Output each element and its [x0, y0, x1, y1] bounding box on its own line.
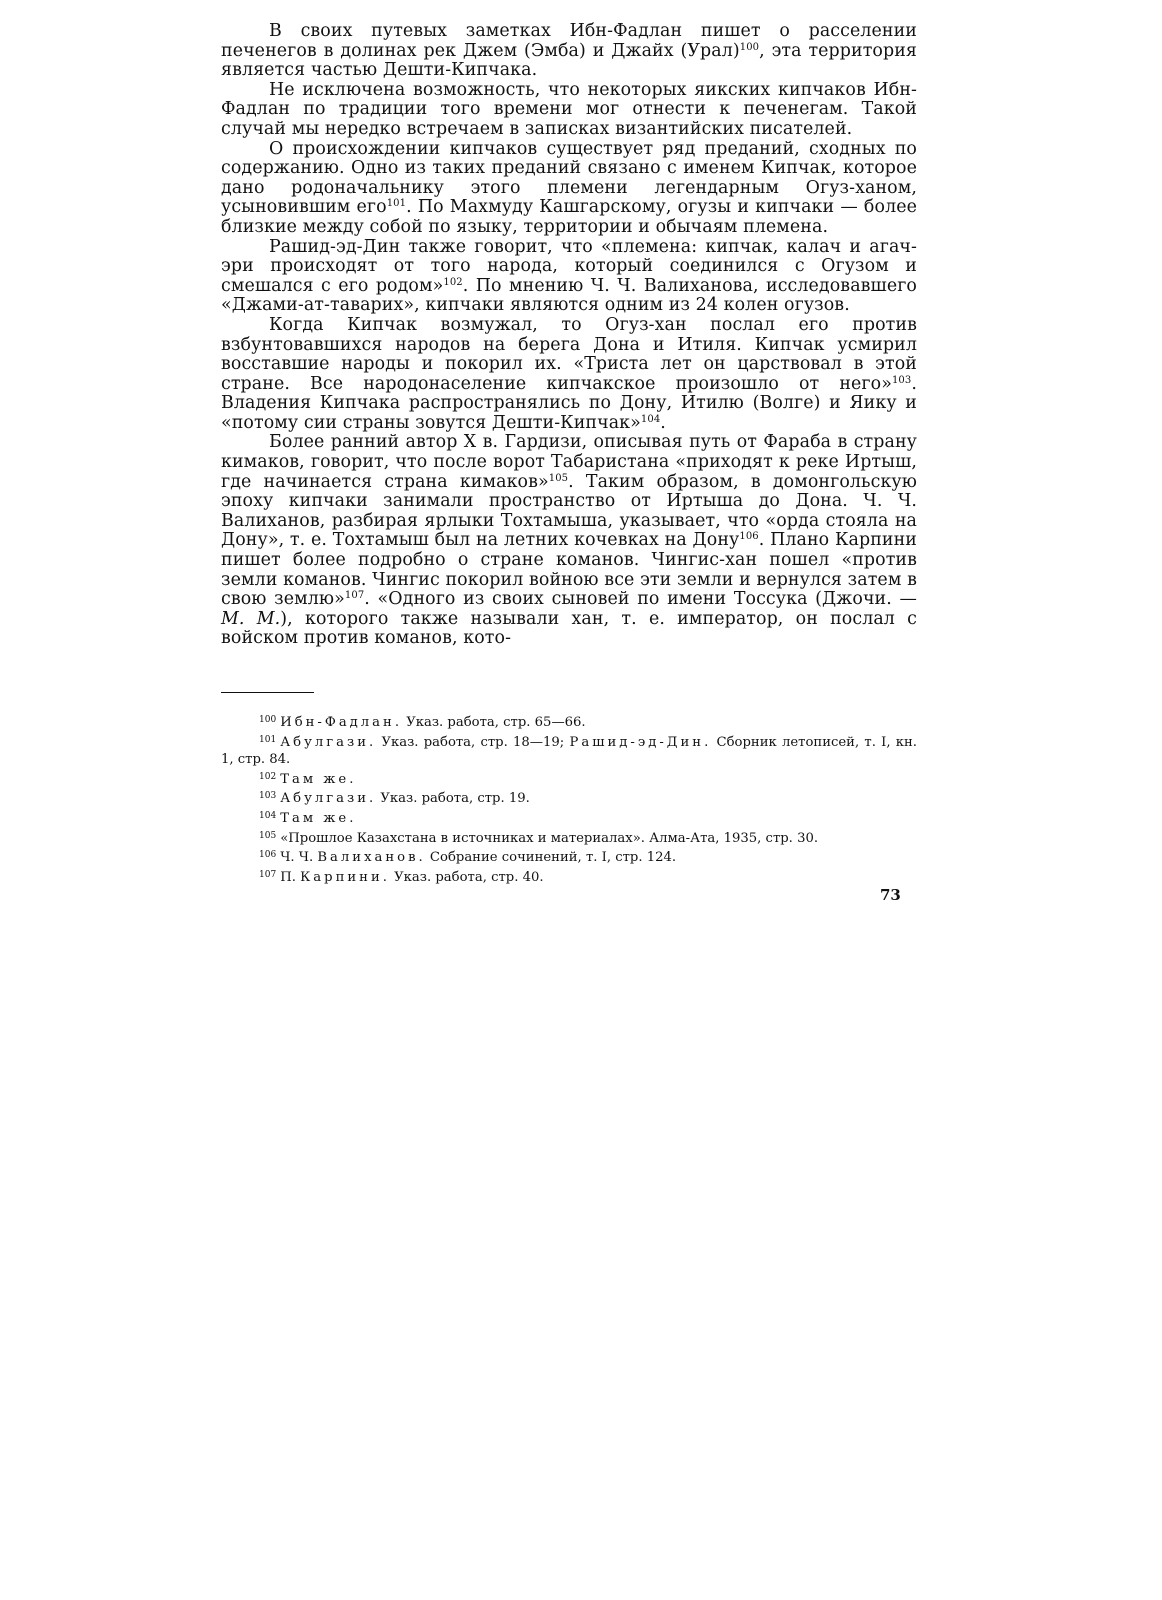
- text-run: . Владения Кипчака распространялись по Дону, Итилю (Волге) и Яику и «потому сии страны зовутся Дешти-Кипчак»: [221, 373, 917, 433]
- text-run: Указ. работа, стр. 65—66.: [402, 715, 586, 730]
- author-name: Рашид-эд-Дин.: [569, 734, 712, 750]
- text-run: , эта территория является частью Дешти-Кипчака.: [221, 40, 917, 81]
- footnote: [221, 828, 917, 848]
- text-run: Не исключена возможность, что некоторых яикских кипчаков Ибн-Фадлан по традиции того времени мог отнести к печенегам. Такой случай мы нередко встречаем в записках византийских писателей.: [221, 79, 917, 139]
- paragraph: [221, 238, 917, 316]
- footnote-number: 101: [259, 734, 277, 745]
- text-run: . Плано Карпини пишет более подробно о стране команов. Чингис-хан пошел «против земли команов. Чингис покорил войною все эти земли и вернулся затем в свою землю»: [221, 530, 917, 610]
- paragraph: [221, 140, 917, 238]
- text-run: Указ. работа, стр. 18—19;: [376, 734, 570, 750]
- page-number: 73: [880, 886, 901, 904]
- footnote-ref: 104: [640, 413, 661, 425]
- footnotes: [221, 712, 917, 886]
- footnote-number: 102: [259, 771, 277, 782]
- footnote-ref: 103: [891, 374, 912, 386]
- italic-text: М. М.: [221, 608, 281, 629]
- text-run: ), которого также называли хан, т. е. император, он послал с войском против команов, кото-: [221, 608, 917, 649]
- text-run: Сборник летописей, т. I, кн. 1, стр. 84.: [221, 734, 917, 768]
- footnote-ref: 105: [548, 472, 569, 484]
- author-name: Карпини.: [300, 869, 390, 885]
- text-run: Более ранний автор X в. Гардизи, описывая путь от Фараба в страну кимаков, говорит, что после ворот Табаристана «приходят к реке Иртыш, где начинается страна кимаков»: [221, 432, 917, 492]
- paragraph: [221, 316, 917, 434]
- author-name: Валиханов.: [317, 850, 426, 866]
- text-run: О происхождении кипчаков существует ряд преданий, сходных по содержанию. Одно из таких преданий связано с именем Кипчак, которое дано родоначальнику этого племени легендарным Огуз-ханом, усыновившим его: [221, 138, 917, 218]
- text-run: П.: [280, 869, 301, 885]
- text-run: . «Одного из своих сыновей по имени Тоссука (Джочи. —: [364, 589, 917, 610]
- author-name: Ибн-Фадлан.: [280, 715, 403, 730]
- footnote-ref: 102: [443, 276, 463, 288]
- footnote-number: 104: [259, 810, 277, 821]
- text-run: . Таким образом, в домонгольскую эпоху кипчаки занимали пространство от Иртыша до Дона. Ч. Ч. Валиханов, разбирая ярлыки Тохтамыша, указывает, что «орда стояла на Дону», т. е. Тохтамыш был на летних кочевках на Дону: [221, 471, 917, 551]
- footnote-number: 100: [259, 715, 277, 725]
- footnote-ref: 100: [739, 41, 760, 53]
- footnote-number: 106: [259, 850, 277, 861]
- text-run: В своих путевых заметках Ибн-Фадлан пишет о расселении печенегов в долинах рек Джем (Эмба) и Джайх (Урал): [221, 21, 917, 61]
- main-text: [221, 22, 917, 649]
- footnote: [221, 847, 917, 867]
- text-run: «Прошлое Казахстана в источниках и материалах». Алма-Ата, 1935, стр. 30.: [280, 830, 819, 846]
- paragraph: [221, 433, 917, 649]
- footnote: [221, 732, 917, 769]
- text-run: .: [660, 412, 666, 433]
- paragraph: [221, 22, 917, 81]
- footnote-number: 103: [259, 791, 277, 802]
- footnote-number: 105: [259, 830, 277, 841]
- footnote: [221, 788, 917, 808]
- author-name: Абулгази.: [280, 791, 377, 807]
- footnote: [221, 867, 917, 887]
- text-run: Указ. работа, стр. 19.: [376, 791, 530, 807]
- footnote-ref: 101: [386, 198, 407, 210]
- text-run: Указ. работа, стр. 40.: [389, 869, 544, 885]
- text-run: Рашид-эд-Дин также говорит, что «племена: кипчак, калач и агач-эри происходят от того народа, который соединился с Огузом и смешался с его родом»: [221, 236, 917, 296]
- footnote: [221, 808, 917, 828]
- footnote-ref: 106: [739, 531, 759, 543]
- author-name: Там же.: [280, 810, 357, 826]
- author-name: Абулгази.: [280, 734, 377, 750]
- text-run: Когда Кипчак возмужал, то Огуз-хан послал его против взбунтовавшихся народов на берега Дона и Итиля. Кипчак усмирил восставшие народы и покорил их. «Триста лет он царствовал в этой стране. Все народонаселение кипчакское произошло от него»: [221, 314, 917, 394]
- footnote-ref: 107: [344, 590, 365, 602]
- footnote-number: 107: [259, 869, 277, 880]
- text-run: . По Махмуду Кашгарскому, огузы и кипчаки — более близкие между собой по языку, территории и обычаям племена.: [221, 197, 917, 237]
- paragraph: [221, 81, 917, 140]
- footnote-divider: [221, 692, 314, 693]
- text-run: Собрание сочинений, т. I, стр. 124.: [425, 850, 677, 866]
- footnote: [221, 769, 917, 789]
- text-run: . По мнению Ч. Ч. Валиханова, исследовавшего «Джами-ат-таварих», кипчаки являются одним из 24 колен огузов.: [221, 275, 917, 316]
- footnote: [221, 712, 917, 732]
- author-name: Там же.: [280, 771, 357, 787]
- text-run: Ч. Ч.: [280, 850, 318, 866]
